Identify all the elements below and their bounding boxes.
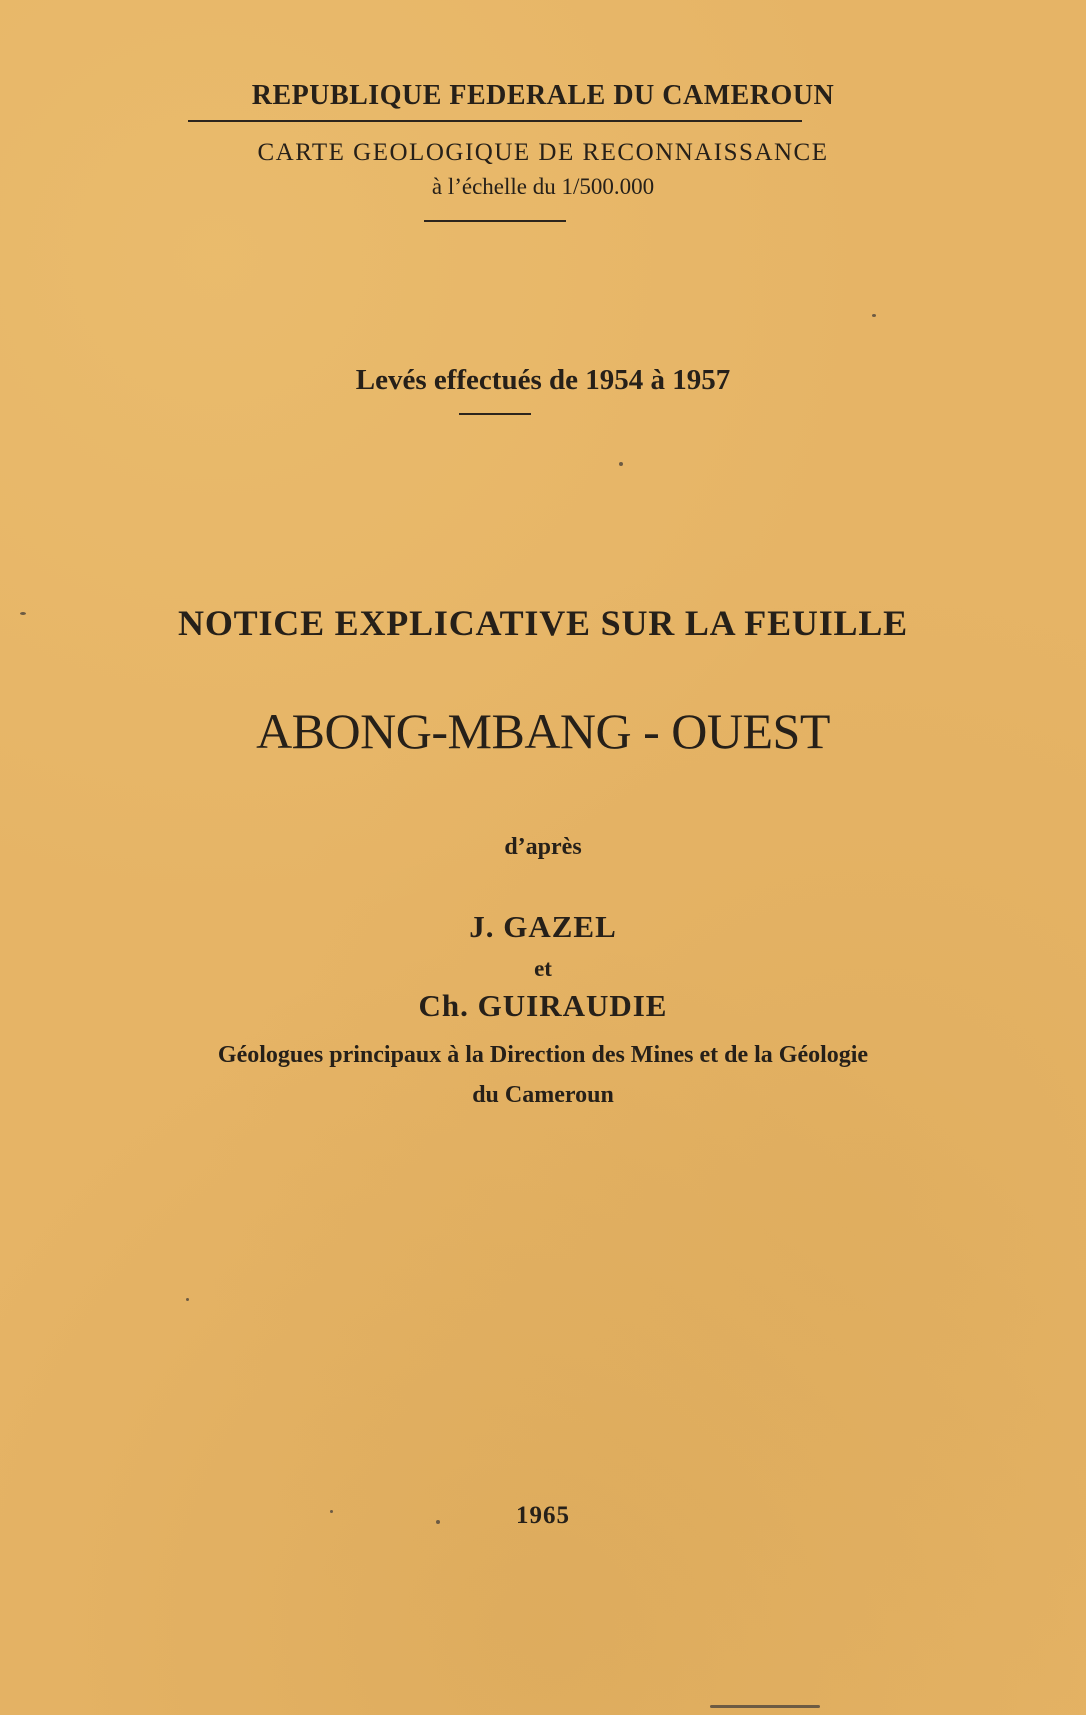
conjunction: et xyxy=(534,956,552,981)
author-1: J. GAZEL xyxy=(469,909,617,944)
affiliation-line-2: du Cameroun xyxy=(472,1082,614,1108)
republic-title: REPUBLIQUE FEDERALE DU CAMEROUN xyxy=(251,80,835,111)
author-2: Ch. GUIRAUDIE xyxy=(418,988,668,1023)
paper-edge-mark xyxy=(710,1705,820,1708)
affiliation-line-1: Géologues principaux à la Direction des Mines et de la Géologie xyxy=(217,1042,869,1068)
paper-speck xyxy=(330,1510,333,1513)
after-label: d’après xyxy=(504,834,582,860)
sheet-name: ABONG-MBANG - OUEST xyxy=(256,703,830,759)
publication-year: 1965 xyxy=(516,1502,570,1529)
header-divider xyxy=(424,220,566,222)
series-title: CARTE GEOLOGIQUE DE RECONNAISSANCE xyxy=(257,139,829,166)
paper-speck xyxy=(619,462,623,466)
notice-heading: NOTICE EXPLICATIVE SUR LA FEUILLE xyxy=(178,603,908,643)
title-underline xyxy=(188,120,802,122)
survey-period: Levés effectués de 1954 à 1957 xyxy=(355,364,731,396)
survey-divider xyxy=(459,413,531,415)
paper-speck xyxy=(186,1298,189,1301)
paper-speck xyxy=(436,1520,440,1524)
scale-subtitle: à l’échelle du 1/500.000 xyxy=(431,174,655,199)
paper-speck xyxy=(20,612,26,615)
paper-speck xyxy=(872,314,876,317)
